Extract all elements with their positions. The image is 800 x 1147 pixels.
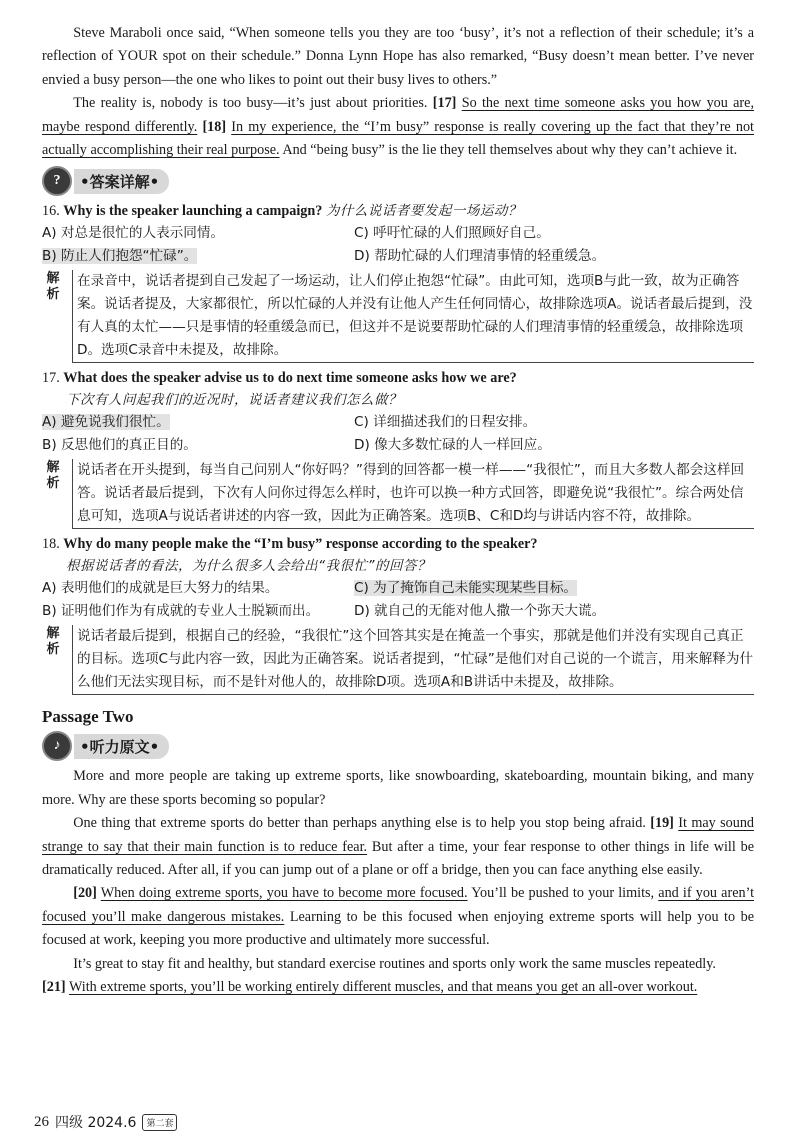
explanation-16 (42, 270, 754, 363)
question-text-en: What does the speaker advise us to do next time someone asks how we are? (63, 370, 517, 387)
option-b: B) 证明他们作为有成就的专业人士脱颖而出。 (42, 603, 320, 620)
question-mark-icon: ? (42, 166, 72, 196)
passage2-paragraph-5 (42, 976, 754, 999)
option-c: C) 呼吁忙碌的人们照顾好自己。 (354, 225, 550, 242)
passage1-paragraph-2 (42, 92, 754, 162)
passage2-paragraph-1: More and more people are taking up extreme sports, like snowboarding, skateboarding, mountain biking, and many more. Why are these sports becoming so popular? (42, 768, 754, 808)
underlined-answer-19: It may sound strange to say that their main function is to reduce fear. (42, 815, 755, 855)
question-text-en: Why is the speaker launching a campaign? (63, 203, 323, 220)
question-text-cn: 为什么说话者要发起一场运动？ (325, 203, 522, 220)
text-segment: And “being busy” is the lie they tell themselves about why they can’t achieve it. (282, 142, 738, 159)
question-16 (42, 200, 754, 222)
question-marker-21: [21] (42, 979, 66, 996)
options-18 (42, 577, 754, 623)
question-text-cn: 根据说话者的看法，为什么很多人会给出“我很忙”的回答？ (66, 558, 431, 575)
text-segment: One thing that extreme sports do better than perhaps anything else is to help you stop being afraid. (73, 815, 646, 832)
underlined-answer-18: In my experience, the “I’m busy” response is really covering up the fact that they’re not actually accomplishing their real purpose. (42, 118, 755, 159)
underlined-answer-21: With extreme sports, you’ll be working entirely different muscles, and that means you get an all-over workout. (68, 979, 698, 996)
passage-two-title: Passage Two (42, 707, 134, 727)
explanation-17 (42, 459, 754, 529)
text-segment: The reality is, nobody is too busy—it’s just about priorities. (73, 95, 428, 112)
page-footer (34, 1112, 177, 1132)
option-a: A) 对总是很忙的人表示同情。 (42, 225, 225, 242)
page-number: 26 (34, 1113, 49, 1130)
issue-label: 四级 2024.6 (55, 1115, 137, 1131)
option-a: A) 表明他们的成就是巨大努力的结果。 (42, 580, 279, 597)
headphones-icon: ♪ (42, 731, 72, 761)
options-16 (42, 222, 754, 268)
text-segment: Learning to be this focused when enjoying extreme sports will help you to be focused at work, keeping you more productive and ultimately more successful. (42, 908, 755, 949)
explanation-18 (42, 625, 754, 695)
underlined-answer-20: When doing extreme sports, you have to become more focused. (100, 885, 468, 902)
question-marker-18: [18] (202, 118, 227, 135)
option-c-correct: C) 为了掩饰自己未能实现某些目标。 (354, 580, 578, 597)
passage1-paragraph-1: Steve Maraboli once said, “When someone tells you they are too ‘busy’, it’s not a reflection of their schedule; it’s a reflection of YOUR spot on their schedule.” Donna Lynn Hope has also remarked, “Busy doesn’t mean better. I’ve never envied a busy person—the one who likes to point out their busy lives to others.” (42, 25, 754, 88)
set-tag: 第二套 (142, 1114, 177, 1131)
text-segment: But after a time, your fear response to other things in life will be dramatically reduced. After all, if you can jump out of a plane or off a bridge, then you can face anything else easily. (42, 838, 755, 879)
explanation-tag: 解析 (46, 271, 60, 303)
explanation-text: 说话者在开头提到，每当自己问别人“你好吗？”得到的回答都一模一样——“我很忙”，而且大多数人都会这样回答。说话者最后提到，下次有人问你过得怎么样时，也许可以换一种方式回答，即避免说“我很忙”。综合两处信息可知，选项A与说话者讲述的内容一致，因此为正确答案。选项B、C和D均与讲话内容不符，故排除。 (72, 459, 754, 529)
transcript-section-header (42, 731, 754, 761)
option-d: D) 像大多数忙碌的人一样回应。 (354, 437, 551, 454)
explanation-text: 在录音中，说话者提到自己发起了一场运动，让人们停止抱怨“忙碌”。由此可知，选项B与此一致，故为正确答案。说话者提及，大家都很忙，所以忙碌的人并没有让他人产生任何同情心，故排除选项A。说话者最后提到，没有人真的太忙——只是事情的轻重缓急而已，但这并不是说要帮助忙碌的人们理清事情的轻重缓急，故排除选项D。选项C录音中未提及，故排除。 (72, 270, 754, 363)
option-d: D) 帮助忙碌的人们理清事情的轻重缓急。 (354, 248, 606, 265)
question-marker-17: [17] (432, 95, 457, 112)
option-b-correct: B) 防止人们抱怨“忙碌”。 (42, 248, 198, 265)
explanation-tag: 解析 (46, 626, 60, 658)
question-text-en: Why do many people make the “I’m busy” response according to the speaker? (63, 536, 538, 553)
question-number: 18. (42, 536, 60, 553)
passage2-paragraph-4: It’s great to stay fit and healthy, but standard exercise routines and sports only work the same muscles repeatedly. (73, 955, 716, 972)
question-marker-19: [19] (650, 815, 674, 832)
section-title: •听力原文• (74, 734, 169, 759)
underlined-answer-20b: and if you aren’t focused you’ll make dangerous mistakes. (42, 885, 755, 925)
question-17 (42, 367, 754, 389)
options-17 (42, 411, 754, 457)
underlined-answer-17: So the next time someone asks you how you are, maybe respond differently. (42, 95, 755, 135)
passage2-paragraph-3 (42, 882, 754, 952)
question-marker-20: [20] (73, 885, 97, 902)
explanation-tag: 解析 (46, 460, 60, 492)
explanation-text: 说话者最后提到，根据自己的经验，“我很忙”这个回答其实是在掩盖一个事实，那就是他们并没有实现自己真正的目标。选项C与此内容一致，因此为正确答案。说话者提到，“忙碌”是他们对自己说的一个谎言，用来解释为什么他们无法实现目标，而不是针对他人的，故排除D项。选项A和B讲话中未提及，故排除。 (72, 625, 754, 695)
question-text-cn: 下次有人问起我们的近况时，说话者建议我们怎么做？ (66, 392, 402, 409)
answers-section-header (42, 166, 754, 196)
question-18 (42, 533, 754, 555)
option-b: B) 反思他们的真正目的。 (42, 437, 197, 454)
section-title: •答案详解• (74, 169, 169, 194)
document-page (42, 22, 754, 1000)
question-number: 17. (42, 370, 60, 387)
passage2-paragraph-2 (42, 812, 754, 882)
question-number: 16. (42, 203, 60, 220)
option-d: D) 就自己的无能对他人撒一个弥天大谎。 (354, 603, 606, 620)
option-a-correct: A) 避免说我们很忙。 (42, 414, 170, 431)
text-segment: You’ll be pushed to your limits, (471, 885, 655, 902)
option-c: C) 详细描述我们的日程安排。 (354, 414, 537, 431)
